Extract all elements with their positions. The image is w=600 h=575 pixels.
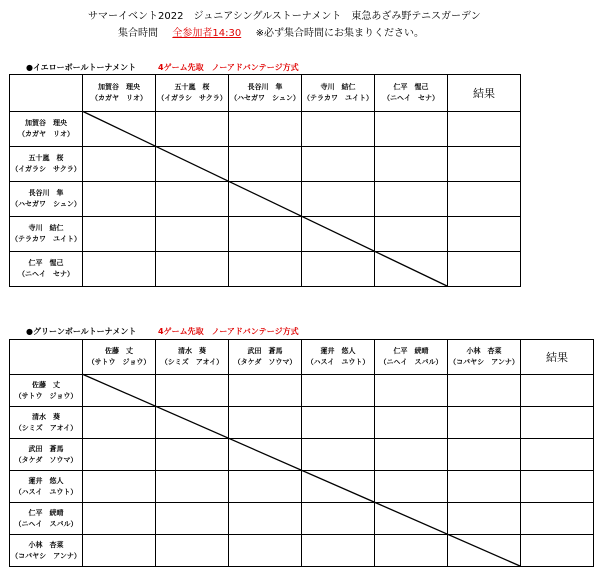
result-header: 結果	[521, 340, 594, 375]
score-cell[interactable]	[83, 471, 156, 503]
score-cell[interactable]	[83, 217, 156, 252]
table-row	[10, 112, 521, 147]
result-header: 結果	[448, 75, 521, 112]
score-cell[interactable]	[156, 439, 229, 471]
result-cell[interactable]	[448, 112, 521, 147]
column-header-green-6	[448, 340, 521, 375]
score-cell[interactable]	[83, 375, 156, 407]
table-row	[10, 182, 521, 217]
result-cell[interactable]	[521, 407, 594, 439]
row-header-yellow-2	[10, 147, 83, 182]
player-kana: （テラカワ ユイト）	[11, 235, 81, 243]
column-header-green-3	[229, 340, 302, 375]
meeting-label: 集合時間	[118, 28, 158, 39]
score-cell[interactable]	[229, 439, 302, 471]
score-cell[interactable]	[229, 182, 302, 217]
result-cell[interactable]	[521, 471, 594, 503]
row-header-green-2	[10, 407, 83, 439]
player-name: 清水 葵	[32, 412, 60, 421]
column-header-yellow-2	[156, 75, 229, 112]
score-cell[interactable]	[302, 503, 375, 535]
player-kana: （タケダ ソウマ）	[233, 358, 297, 366]
player-kana: （ニヘイ スバル）	[14, 519, 78, 528]
score-cell[interactable]	[448, 503, 521, 535]
column-header-yellow-1	[83, 75, 156, 112]
player-name: 五十嵐 桜	[174, 83, 210, 91]
score-cell[interactable]	[375, 439, 448, 471]
score-cell[interactable]	[156, 535, 229, 567]
score-cell[interactable]	[375, 217, 448, 252]
score-cell[interactable]	[302, 407, 375, 439]
row-header-yellow-1	[10, 112, 83, 147]
score-cell[interactable]	[375, 407, 448, 439]
score-cell[interactable]	[156, 503, 229, 535]
score-cell[interactable]	[375, 375, 448, 407]
score-cell[interactable]	[229, 217, 302, 252]
score-cell[interactable]	[448, 439, 521, 471]
player-kana: （タケダ ソウマ）	[14, 455, 78, 464]
score-cell[interactable]	[302, 471, 375, 503]
player-name: 加賀谷 理央	[98, 83, 140, 91]
score-cell[interactable]	[448, 535, 521, 567]
score-cell[interactable]	[156, 147, 229, 182]
player-name: 仁平 惺己	[393, 83, 429, 91]
header-row	[10, 75, 521, 112]
yellow-section-title: ●イエローボールトーナメント	[26, 63, 137, 72]
table-row	[10, 503, 594, 535]
row-header-green-1	[10, 375, 83, 407]
score-cell[interactable]	[302, 535, 375, 567]
score-cell[interactable]	[83, 407, 156, 439]
player-kana: （テラカワ ユイト）	[303, 94, 373, 102]
score-cell[interactable]	[229, 503, 302, 535]
result-cell[interactable]	[448, 147, 521, 182]
player-kana: （ニヘイ セナ）	[18, 270, 74, 278]
player-kana: （ハセガワ シュン）	[11, 200, 81, 208]
score-cell[interactable]	[229, 112, 302, 147]
row-header-green-5	[10, 503, 83, 535]
table-row	[10, 407, 594, 439]
player-kana: （イガラシ サクラ）	[11, 165, 81, 173]
row-header-yellow-3	[10, 182, 83, 217]
score-cell[interactable]	[229, 375, 302, 407]
result-cell[interactable]	[521, 535, 594, 567]
player-name: 小林 杏菜	[466, 347, 502, 355]
score-cell[interactable]	[375, 503, 448, 535]
player-name: 寺川 結仁	[320, 83, 356, 91]
result-cell[interactable]	[448, 182, 521, 217]
score-cell[interactable]	[156, 471, 229, 503]
score-cell[interactable]	[229, 471, 302, 503]
table-row	[10, 147, 521, 182]
result-cell[interactable]	[521, 375, 594, 407]
player-kana: （ハスイ ユウト）	[306, 358, 370, 366]
score-cell[interactable]	[302, 439, 375, 471]
table-row	[10, 252, 521, 287]
yellow-rules: 4ゲーム先取 ノーアドバンテージ方式	[158, 63, 299, 72]
score-cell[interactable]	[448, 471, 521, 503]
player-name: 加賀谷 理央	[25, 119, 67, 127]
player-kana: （カガヤ リオ）	[18, 130, 74, 138]
score-cell[interactable]	[156, 217, 229, 252]
player-kana: （ハセガワ シュン）	[230, 94, 300, 102]
player-kana: （シミズ アオイ）	[160, 358, 224, 366]
table-row	[10, 375, 594, 407]
player-name: 小林 杏菜	[28, 540, 64, 549]
meeting-info	[118, 24, 424, 39]
score-cell[interactable]	[156, 407, 229, 439]
meeting-note: ※必ず集合時間にお集まりください。	[255, 28, 424, 39]
player-name: 仁平 続晴	[393, 347, 429, 355]
score-cell[interactable]	[83, 112, 156, 147]
score-cell[interactable]	[375, 147, 448, 182]
player-kana: （サトウ ジョウ）	[87, 358, 151, 366]
score-cell[interactable]	[83, 503, 156, 535]
result-cell[interactable]	[448, 217, 521, 252]
score-cell[interactable]	[302, 217, 375, 252]
score-cell[interactable]	[229, 252, 302, 287]
result-cell[interactable]	[521, 439, 594, 471]
score-cell[interactable]	[302, 147, 375, 182]
player-kana: （コバヤシ アンナ）	[449, 358, 519, 366]
row-header-yellow-4	[10, 217, 83, 252]
player-kana: （ニヘイ セナ）	[383, 94, 439, 102]
score-cell[interactable]	[448, 407, 521, 439]
column-header-green-2	[156, 340, 229, 375]
score-cell[interactable]	[83, 252, 156, 287]
score-cell[interactable]	[375, 471, 448, 503]
result-cell[interactable]	[448, 252, 521, 287]
row-header-green-4	[10, 471, 83, 503]
table-row	[10, 471, 594, 503]
player-kana: （コバヤシ アンナ）	[11, 551, 81, 560]
row-header-green-6	[10, 535, 83, 567]
score-cell[interactable]	[375, 112, 448, 147]
green-section-title: ●グリーンボールトーナメント	[26, 327, 137, 336]
corner-cell	[10, 75, 83, 112]
score-cell[interactable]	[156, 375, 229, 407]
player-kana: （カガヤ リオ）	[91, 94, 147, 102]
score-cell[interactable]	[83, 439, 156, 471]
player-name: 長谷川 隼	[247, 83, 283, 91]
player-name: 蓮井 悠人	[320, 347, 356, 355]
player-kana: （シミズ アオイ）	[14, 423, 78, 432]
player-name: 武田 蒼馬	[247, 347, 283, 355]
score-cell[interactable]	[83, 182, 156, 217]
score-cell[interactable]	[229, 147, 302, 182]
result-cell[interactable]	[521, 503, 594, 535]
player-name: 仁平 惺己	[28, 259, 64, 267]
player-name: 長谷川 隼	[28, 189, 64, 197]
score-cell[interactable]	[83, 535, 156, 567]
score-cell[interactable]	[375, 535, 448, 567]
score-cell[interactable]	[229, 407, 302, 439]
row-header-yellow-5	[10, 252, 83, 287]
score-cell[interactable]	[302, 375, 375, 407]
corner-cell	[10, 340, 83, 375]
column-header-yellow-4	[302, 75, 375, 112]
player-kana: （イガラシ サクラ）	[157, 94, 227, 102]
player-name: 武田 蒼馬	[28, 444, 64, 453]
player-name: 蓮井 悠人	[28, 476, 64, 485]
score-cell[interactable]	[302, 112, 375, 147]
column-header-green-5	[375, 340, 448, 375]
player-name: 五十嵐 桜	[28, 154, 64, 162]
player-name: 清水 葵	[178, 347, 206, 355]
score-cell[interactable]	[375, 182, 448, 217]
player-kana: （ハスイ ユウト）	[14, 487, 78, 496]
score-cell[interactable]	[448, 375, 521, 407]
score-cell[interactable]	[156, 182, 229, 217]
yellow-table	[9, 74, 521, 287]
score-cell[interactable]	[302, 252, 375, 287]
player-name: 佐藤 丈	[32, 380, 60, 389]
score-cell[interactable]	[83, 147, 156, 182]
score-cell[interactable]	[375, 252, 448, 287]
header-row	[10, 340, 594, 375]
player-kana: （ニヘイ スバル）	[379, 358, 443, 366]
column-header-green-4	[302, 340, 375, 375]
score-cell[interactable]	[156, 252, 229, 287]
green-rules: 4ゲーム先取 ノーアドバンテージ方式	[158, 327, 299, 336]
meeting-time: 全参加者14:30	[172, 28, 242, 39]
player-name: 佐藤 丈	[105, 347, 133, 355]
page-title: サマーイベント2022 ジュニアシングルストーナメント 東急あざみ野テニスガーデン	[88, 11, 481, 22]
green-table	[9, 339, 594, 567]
table-row	[10, 439, 594, 471]
table-row	[10, 535, 594, 567]
column-header-green-1	[83, 340, 156, 375]
column-header-yellow-5	[375, 75, 448, 112]
score-cell[interactable]	[302, 182, 375, 217]
table-row	[10, 217, 521, 252]
row-header-green-3	[10, 439, 83, 471]
player-kana: （サトウ ジョウ）	[14, 391, 78, 400]
player-name: 仁平 続晴	[28, 508, 64, 517]
player-name: 寺川 結仁	[28, 224, 64, 232]
column-header-yellow-3	[229, 75, 302, 112]
score-cell[interactable]	[229, 535, 302, 567]
score-cell[interactable]	[156, 112, 229, 147]
